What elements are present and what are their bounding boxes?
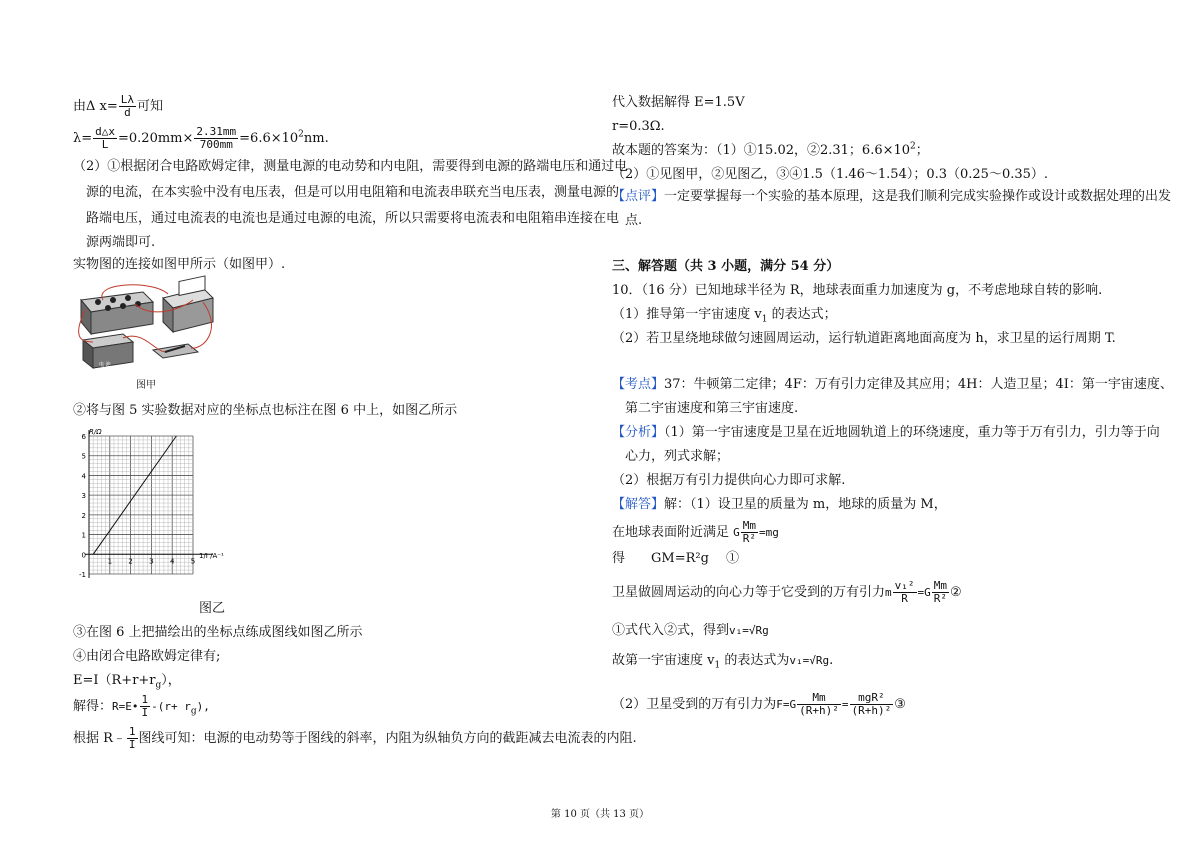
resistance-box xyxy=(81,292,153,334)
fraction: $\frac{\text{mgR²}}{\text{(R+h)²}}$ xyxy=(851,691,892,717)
paragraph-line: （2）根据万有引力提供向心力即可求解. xyxy=(612,473,846,488)
question-part-2: （2）若卫星绕地球做匀速圆周运动，运行轨道距离地面高度为 h，求卫星的运行周期 T. xyxy=(612,331,1116,346)
paragraph-line: 代入数据解得 E=1.5V xyxy=(612,95,745,110)
paragraph-line: 点. xyxy=(625,213,643,228)
paragraph-line: ③在图 6 上把描绘出的坐标点练成图线如图乙所示 xyxy=(73,625,363,640)
paragraph-line: 实物图的连接如图甲所示（如图甲）. xyxy=(73,257,286,272)
ohm-equation: $E=I(R+r+r_g)$， xyxy=(73,673,181,691)
y-tick-label: 5 xyxy=(81,452,86,461)
x-tick-label: 1 xyxy=(107,557,113,566)
solution-tag: 【解答】 xyxy=(612,497,665,512)
solution-line: 【解答】解：（1）设卫星的质量为 m，地球的质量为 M， xyxy=(612,497,947,512)
fraction: $\frac{Mm}{\text{(R+h)²}}$ xyxy=(799,691,839,717)
y-tick-label: 4 xyxy=(81,472,86,481)
question-line: 10．（16 分）已知地球半径为 R，地球表面重力加速度为 g，不考虑地球自转的影响. xyxy=(612,283,1103,298)
fraction: $\frac{L\lambda}{d}$ xyxy=(120,93,134,119)
paragraph-line: （2）①根据闭合电路欧姆定律，测量电源的电动势和内电阻，需要得到电源的路端电压和通过电 xyxy=(73,159,628,174)
x-tick-label: 4 xyxy=(169,557,175,566)
answer-line: 故本题的答案为：（1）①15.02，②2.31；$6.6\times 10^2$； xyxy=(612,141,929,158)
y-tick-label: 6 xyxy=(81,433,86,441)
paragraph-line: ②将与图 5 实验数据对应的坐标点也标注在图 6 中上，如图乙所示 xyxy=(73,403,458,418)
y-tick-label: 1 xyxy=(81,531,86,540)
battery xyxy=(83,334,133,368)
fraction: $\frac{Mm}{\text{R²}}$ xyxy=(742,519,757,545)
x-tick-label: 3 xyxy=(149,557,154,566)
r-vs-inverse-current-chart xyxy=(73,426,224,608)
fraction: $\frac{Mm}{\text{R²}}$ xyxy=(933,579,948,605)
equation-2: 得 GM=R²g ① xyxy=(612,551,740,566)
paragraph-line: ④由闭合电路欧姆定律有; xyxy=(73,649,221,664)
equation-5: 故第一宇宙速度 $v_1$ 的表达式为v₁=√Rg. xyxy=(612,653,834,671)
equation-6: （2）卫星受到的万有引力为F=G $\frac{Mm}{\text{(R+h)²}}$ = $\frac{\text{mgR²}}{\text{(R+h)²}}$ ③ xyxy=(612,691,906,717)
paragraph-line: r=0.3Ω. xyxy=(612,119,665,134)
y-tick-label: 2 xyxy=(81,511,86,520)
chart-axes xyxy=(85,430,213,578)
paragraph-line: 源的电流，在本实验中没有电压表，但是可以用电阻箱和电流表串联充当电压表，测量电源的 xyxy=(86,185,620,200)
keypoint-tag: 【考点】 xyxy=(612,377,665,392)
y-axis-label: R/Ω xyxy=(89,428,102,436)
paragraph-line: 第二宇宙速度和第三宇宙速度. xyxy=(625,401,799,416)
figure-caption: 图甲 xyxy=(136,380,156,391)
x-tick-label: 2 xyxy=(128,557,133,566)
circuit-figure xyxy=(73,280,218,392)
solution-equation: 解得：R=E• $\frac{1}{I}$ $-(r+ r_g)$, xyxy=(73,693,210,719)
analysis-line: 【分析】（1）第一宇宙速度是卫星在近地圆轨道上的环绕速度，重力等于万有引力，引力等于向 xyxy=(612,425,1160,440)
fraction: $\frac{1}{I}$ xyxy=(128,725,136,751)
y-tick-label: -1 xyxy=(79,571,86,579)
conclusion-line: 根据 R﹣ $\frac{1}{I}$ 图线可知：电源的电动势等于图线的斜率，内阻为纵轴负方向的截距减去电流表的内阻. xyxy=(73,725,637,751)
paragraph-line: （2）①见图甲，②见图乙，③④1.5（1.46～1.54）；0.3（0.25～0.35）. xyxy=(612,167,1049,182)
comment-line: 【点评】一定要掌握每一个实验的基本原理，这是我们顺利完成实验操作或设计或数据处理的出发 xyxy=(612,189,1172,204)
equation-4: ①式代入②式，得到v₁=√Rg xyxy=(612,623,769,638)
wavelength-formula-line: 由Δ x= $\frac{L\lambda}{d}$ 可知 xyxy=(73,93,164,119)
paragraph-line: 路端电压，通过电流表的电流也是通过电源的电流，所以只需要将电流表和电阻箱串连接在电 xyxy=(86,211,620,226)
y-tick-label: 0 xyxy=(81,551,86,560)
fraction: $\frac{\text{v₁²}}{R}$ xyxy=(894,579,915,605)
svg-text:电 池: 电 池 xyxy=(99,362,111,368)
equation-3: 卫星做圆周运动的向心力等于它受到的万有引力m $\frac{\text{v₁²}}{R}$ =G $\frac{Mm}{\text{R²}}$ ② xyxy=(612,579,962,605)
page-footer: 第 10 页（共 13 页） xyxy=(550,809,650,820)
y-tick-label: 3 xyxy=(81,492,86,501)
section-heading: 三、解答题（共 3 小题，满分 54 分） xyxy=(612,259,840,274)
x-axis-label: 1/I /A⁻¹ xyxy=(199,552,224,560)
switch xyxy=(153,344,198,358)
x-tick-label: 5 xyxy=(190,557,196,566)
comment-tag: 【点评】 xyxy=(612,189,665,204)
fraction: $\frac{d\triangle x}{L}$ xyxy=(95,125,116,151)
fraction: $\frac{1}{I}$ xyxy=(141,693,149,719)
question-part-1: （1）推导第一宇宙速度 $v_1$ 的表达式； xyxy=(612,307,837,325)
fraction: $\frac{2.31mm}{700mm}$ xyxy=(196,125,237,151)
analysis-tag: 【分析】 xyxy=(612,425,665,440)
equation-1: 在地球表面附近满足 G $\frac{Mm}{\text{R²}}$ =mg xyxy=(612,519,779,545)
chart-grid xyxy=(89,436,196,574)
figure-caption: 图乙 xyxy=(199,601,226,616)
paragraph-line: 源两端即可. xyxy=(86,235,156,250)
keypoint-line: 【考点】37：牛顿第二定律；4F：万有引力定律及其应用；4H：人造卫星；4I：第一宇宙速度、 xyxy=(612,377,1173,392)
wavelength-result-line: λ= $\frac{d\triangle x}{L}$ =0.20mm× $\frac{2.31mm}{700mm}$ $=6.6\times 10^2nm$. xyxy=(73,125,329,151)
chart-ticks xyxy=(79,433,195,579)
paragraph-line: 心力，列式求解； xyxy=(625,449,730,464)
